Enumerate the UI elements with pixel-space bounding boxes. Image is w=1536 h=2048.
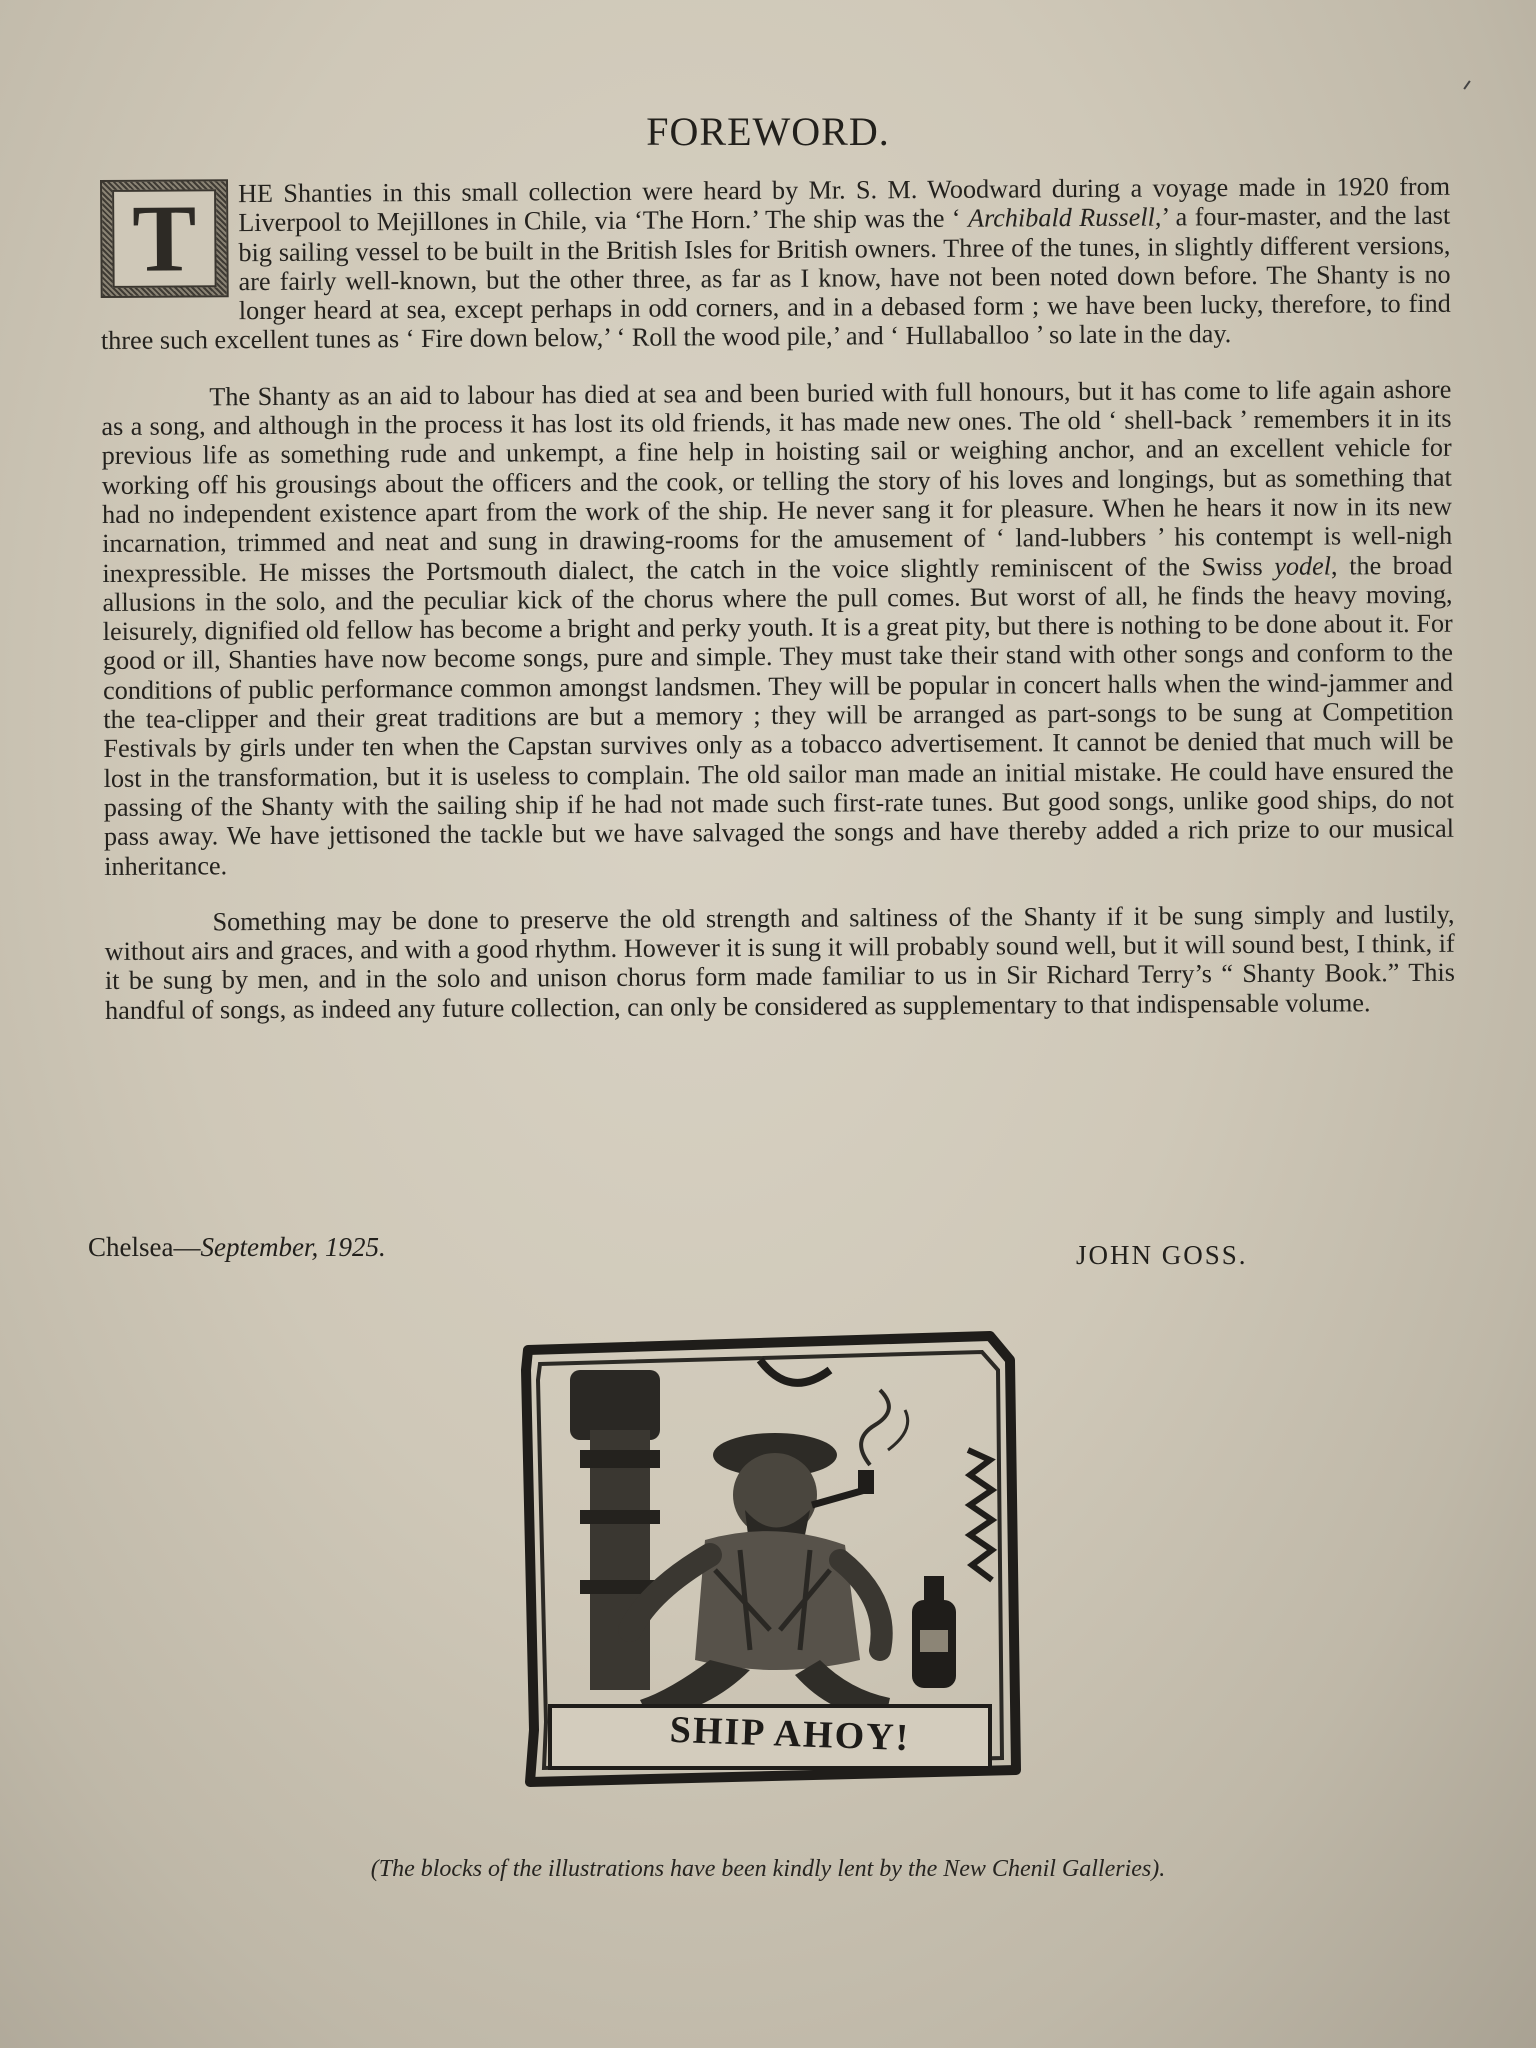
pen-mark <box>1463 80 1470 89</box>
ship-ahoy-illustration <box>520 1330 1040 1790</box>
ornamental-dropcap-icon <box>100 179 229 298</box>
signoff-place-date <box>88 1232 386 1263</box>
text-run: HE Shanties in this small collection were heard by Mr. S. M. Woodward during a voyage made in 1920 from Liverpool to Mejillones in Chile, via ‘The Horn.’ The ship was the ‘ <box>237 171 1451 238</box>
signoff-place: Chelsea— <box>88 1232 201 1262</box>
text-run: Something may be done to preserve the old strength and saltiness of the Shanty if it be sung simply and lustily, without airs and graces, and with a good rhythm. However it is sung it will probably sound well, but it will sound best, I think, if it be sung by men, and in the solo and unison chorus form made familiar to us in Sir Richard Terry’s “ Shanty Book.” This handful of songs, as indeed any future collection, can only be considered as supplementary to that indispensable volume. <box>104 899 1455 1025</box>
foreword-body <box>100 172 1455 1052</box>
text-run: ’ a four-master, and the last big sailing vessel to be built in the British Isles for British owners. Three of the tunes, in slightly different versions, are fairly well-known, but the other three, as far as I know, have not been noted down before. The Shanty is no longer heard at sea, except perhaps in odd corners, and in a debased form ; we have been lucky, therefore, to find three such excellent tunes as ‘ Fire down below,’ ‘ Roll the wood pile,’ and ‘ Hullaballoo ’ so late in the day. <box>100 201 1451 356</box>
paragraph-1-text <box>101 172 1451 356</box>
illustration-credit-caption: (The blocks of the illustrations have been kindly lent by the New Chenil Galleries). <box>370 1856 1166 1882</box>
italic-text-run: yodel <box>1274 551 1332 581</box>
paragraph-2 <box>101 375 1454 881</box>
dropcap-letter: T <box>112 189 217 288</box>
paragraph-3 <box>104 900 1455 1025</box>
page-title: FOREWORD. <box>646 109 890 154</box>
paragraph-3-text <box>105 900 1455 1025</box>
signoff-author: JOHN GOSS. <box>1076 1240 1248 1270</box>
text-run: The Shanty as an aid to labour has died at sea and been buried with full honours, but it has come to life again ashore as a song, and although in the process it has lost its old friends, it has made new ones. The old ‘ shell-back ’ remembers it in its previous life as something rude and unkempt, a fine help in hoisting sail or weighing anchor, and an excellent vehicle for working off his grousings about the officers and the cook, or telling the story of his loves and longings, but as something that had no independent existence apart from the work of the ship. He never sang it for pleasure. When he hears it now in its new incarnation, trimmed and neat and sung in drawing-rooms for the amusement of ‘ land-lubbers ’ his contempt is well-nigh inexpressible. He misses the Portsmouth dialect, the catch in the voice slightly reminiscent of the Swiss <box>101 374 1453 588</box>
paragraph-2-text <box>101 375 1454 881</box>
paragraph-1 <box>100 172 1451 356</box>
signoff-date: September, 1925. <box>200 1232 386 1262</box>
illustration-banner-label: SHIP AHOY! <box>669 1708 911 1760</box>
italic-text-run: Archibald Russell, <box>967 202 1162 233</box>
text-run: , the broad allusions in the solo, and the peculiar kick of the chorus where the pull comes. But worst of all, he finds the heavy moving, leisurely, dignified old fellow has become a bright and perky youth. It is a great pity, but there is nothing to be done about it. For good or ill, Shanties have now become songs, pure and simple. They must take their stand with other songs and conform to the conditions of public performance common amongst landsmen. They will be popular in concert halls when the wind-jammer and the tea-clipper and their great traditions are but a memory ; they will be arranged as part-songs to be sung at Competition Festivals by girls under ten when the Capstan survives only as a tobacco advertisement. It cannot be denied that much will be lost in the transformation, but it is useless to complain. The old sailor man made an initial mistake. He could have ensured the passing of the Shanty with the sailing ship if he had not made such first-rate tunes. But good songs, unlike good ships, do not pass away. We have jettisoned the tackle but we have salvaged the songs and have thereby added a rich prize to our musical inheritance. <box>102 550 1455 881</box>
